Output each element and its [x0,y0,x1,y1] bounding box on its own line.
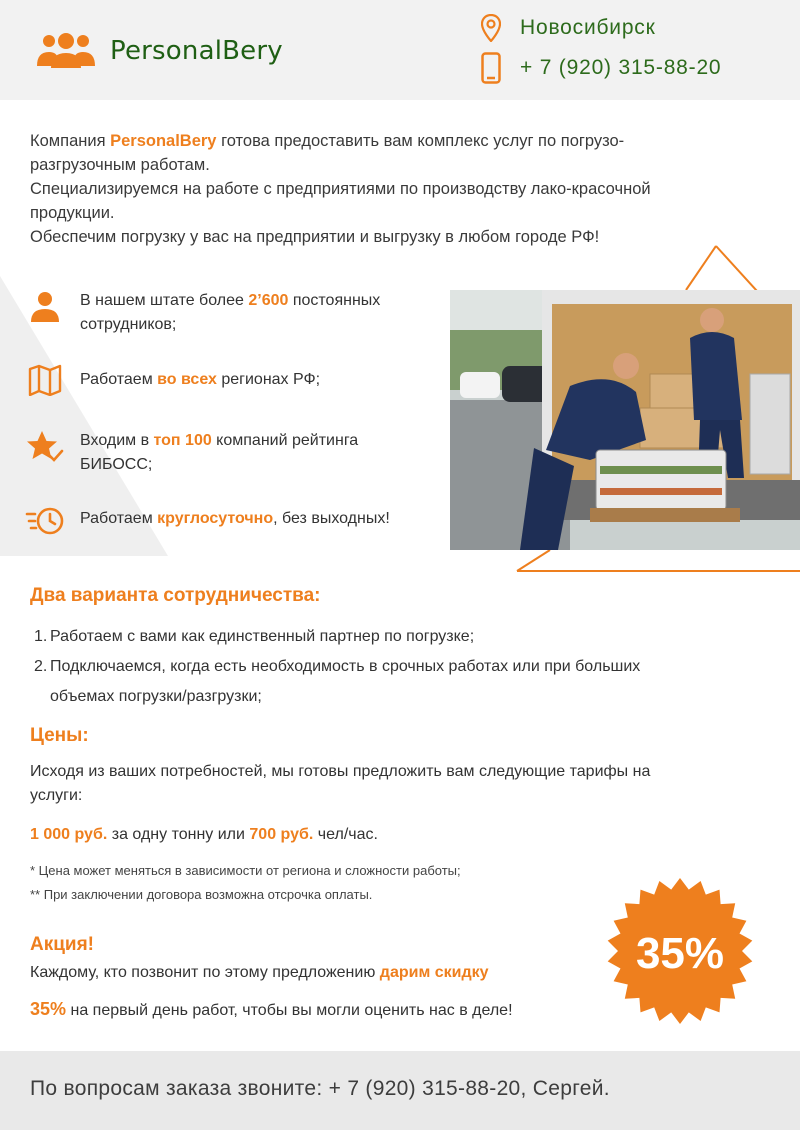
map-icon [28,364,62,396]
feature-staff-text: В нашем штате более 2’600 постоянных сотрудников; [80,292,381,333]
list-item: 1. Работаем с вами как единственный партнер по погрузке; [34,628,475,645]
feature-staff [24,289,425,337]
prices-title: Цены: [30,725,89,746]
people-group-icon [36,32,96,70]
discount-badge-text: 35% [635,929,725,978]
promo-title: Акция! [30,934,95,955]
price-per-ton: 1 000 руб. [30,826,108,843]
price-line: 1 000 руб. за одну тонну или 700 руб. чел/час. [30,826,378,843]
brand-name: PersonalBery [110,36,283,66]
phone-contact[interactable] [478,52,721,84]
city-text: Новосибирск [520,16,656,39]
feature-24-7 [24,503,425,539]
logo[interactable] [36,32,283,70]
star-check-icon [26,430,64,464]
header [0,0,800,100]
location-pin-icon [481,14,501,42]
price-per-hour: 700 руб. [249,826,314,843]
feature-24-7-text: Работаем круглосуточно, без выходных! [80,510,390,527]
footer [0,1051,800,1130]
feature-rating-text: Входим в топ 100 компаний рейтинга БИБОСС; [80,432,359,473]
price-note-1: * Цена может меняться в зависимости от региона и сложности работы; [30,863,461,878]
feature-regions [24,362,425,398]
intro-paragraph-2: Специализируемся на работе с предприятиями по производству лако-красочной продукции. [30,180,651,222]
workers-loading-photo [450,290,800,550]
footer-contact-text[interactable]: По вопросам заказа звоните: + 7 (920) 315-88-20, Сергей. [30,1077,610,1100]
prices-text: Исходя из ваших потребностей, мы готовы предложить вам следующие тарифы на услуги: [30,763,651,804]
discount-badge [605,876,755,1026]
intro-text [30,129,730,249]
phone-text[interactable]: + 7 (920) 315-88-20 [520,56,722,79]
list-item: 2. Подключаемся, когда есть необходимость в срочных работах или при больших [34,658,641,675]
promo-line-1: Каждому, кто позвонит по этому предложению дарим скидку [30,964,489,981]
fast-clock-icon [25,506,65,536]
price-note-2: ** При заключении договора возможна отсрочка оплаты. [30,887,373,902]
intro-paragraph-1: Компания PersonalBery готова предоставить вам комплекс услуг по погрузо-разгрузочным работам. [30,132,625,174]
cooperation-list [34,622,734,712]
intro-paragraph-3: Обеспечим погрузку у вас на предприятии и выгрузку в любом городе РФ! [30,228,600,246]
intro-brand: PersonalBery [110,132,217,150]
list-item: объемах погрузки/разгрузки; [50,688,262,705]
person-icon [30,291,60,323]
feature-rating [24,429,425,477]
feature-regions-text: Работаем во всех регионах РФ; [80,371,321,388]
city-contact [478,14,656,42]
phone-icon [481,52,501,84]
cooperation-title: Два варианта сотрудничества: [30,585,321,606]
promo-line-2: 35% на первый день работ, чтобы вы могли оценить нас в деле! [30,999,513,1019]
